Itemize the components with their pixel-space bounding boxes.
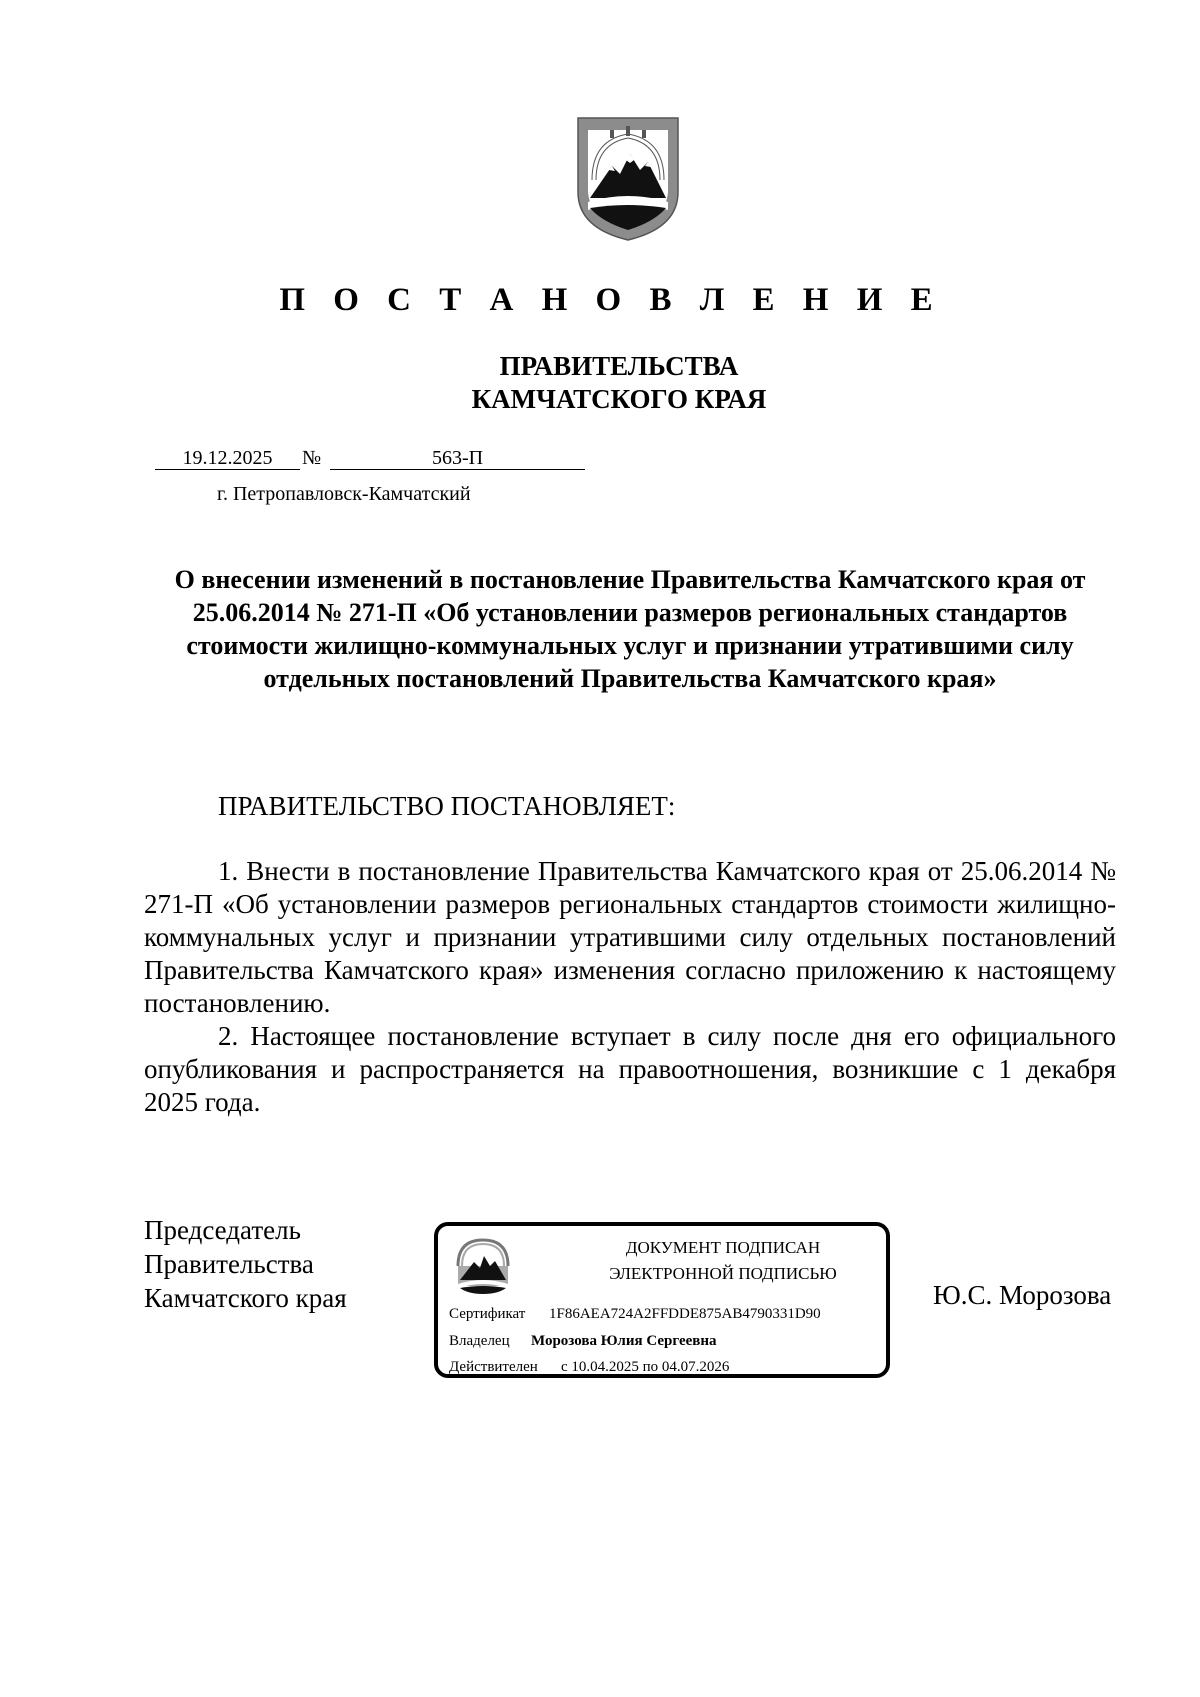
stamp-validity-row	[449, 1359, 730, 1376]
document-city: г. Петропавловск-Камчатский	[217, 483, 471, 505]
certificate-value: 1F86AEA724A2FFDDE875AB4790331D90	[549, 1306, 821, 1322]
signatory-position	[144, 1213, 347, 1315]
issuer-block	[0, 350, 1200, 416]
electronic-signature-stamp	[434, 1222, 890, 1378]
position-line: Председатель	[144, 1215, 301, 1245]
position-line: Правительства	[144, 1249, 314, 1279]
document-subject: О внесении изменений в постановление Правительства Камчатского края от 25.06.2014 № 271-П «Об установлении размеров региональных стандартов стоимости жилищно-коммунальных услуг и признании утратившими силу отдельных постановлений Правительства Камчатского края»	[174, 565, 1086, 693]
stamp-label: Действителен	[449, 1359, 538, 1375]
document-type-title: П О С Т А Н О В Л Е Н И Е	[279, 282, 943, 318]
stamp-heading: ЭЛЕКТРОННОЙ ПОДПИСЬЮ	[609, 1264, 837, 1283]
validity-value: с 10.04.2025 по 04.07.2026	[561, 1359, 730, 1375]
stamp-heading: ДОКУМЕНТ ПОДПИСАН	[625, 1238, 821, 1257]
document-number: 563-П	[330, 447, 585, 470]
stamp-label: Владелец	[449, 1333, 510, 1349]
issuer-line: ПРАВИТЕЛЬСТВА	[499, 351, 739, 381]
number-sign: №	[302, 447, 322, 469]
coat-of-arms-icon	[454, 1236, 512, 1296]
resolves-heading: ПРАВИТЕЛЬСТВО ПОСТАНОВЛЯЕТ:	[218, 791, 676, 821]
signatory-name: Ю.С. Морозова	[933, 1280, 1112, 1310]
body-paragraph: 1. Внести в постановление Правительства Камчатского края от 25.06.2014 № 271-П «Об установлении размеров региональных стандартов стоимости жилищно-коммунальных услуг и признании утратившими силу отдельных постановлений Правительства Камчатского края» изменения согласно приложению к настоящему постановлению.	[144, 856, 1116, 1018]
coat-of-arms-icon	[574, 110, 682, 244]
position-line: Камчатского края	[144, 1283, 347, 1313]
stamp-label: Сертификат	[449, 1306, 526, 1322]
issuer-line: КАМЧАТСКОГО КРАЯ	[471, 384, 767, 414]
body-paragraph: 2. Настоящее постановление вступает в силу после дня его официального опубликования и распространяется на правоотношения, возникшие с 1 декабря 2025 года.	[144, 1021, 1116, 1117]
stamp-certificate-row	[449, 1306, 821, 1323]
stamp-owner-row	[449, 1333, 717, 1350]
owner-value: Морозова Юлия Сергеевна	[531, 1333, 717, 1349]
document-body	[144, 855, 1116, 1119]
document-date: 19.12.2025	[155, 447, 300, 470]
